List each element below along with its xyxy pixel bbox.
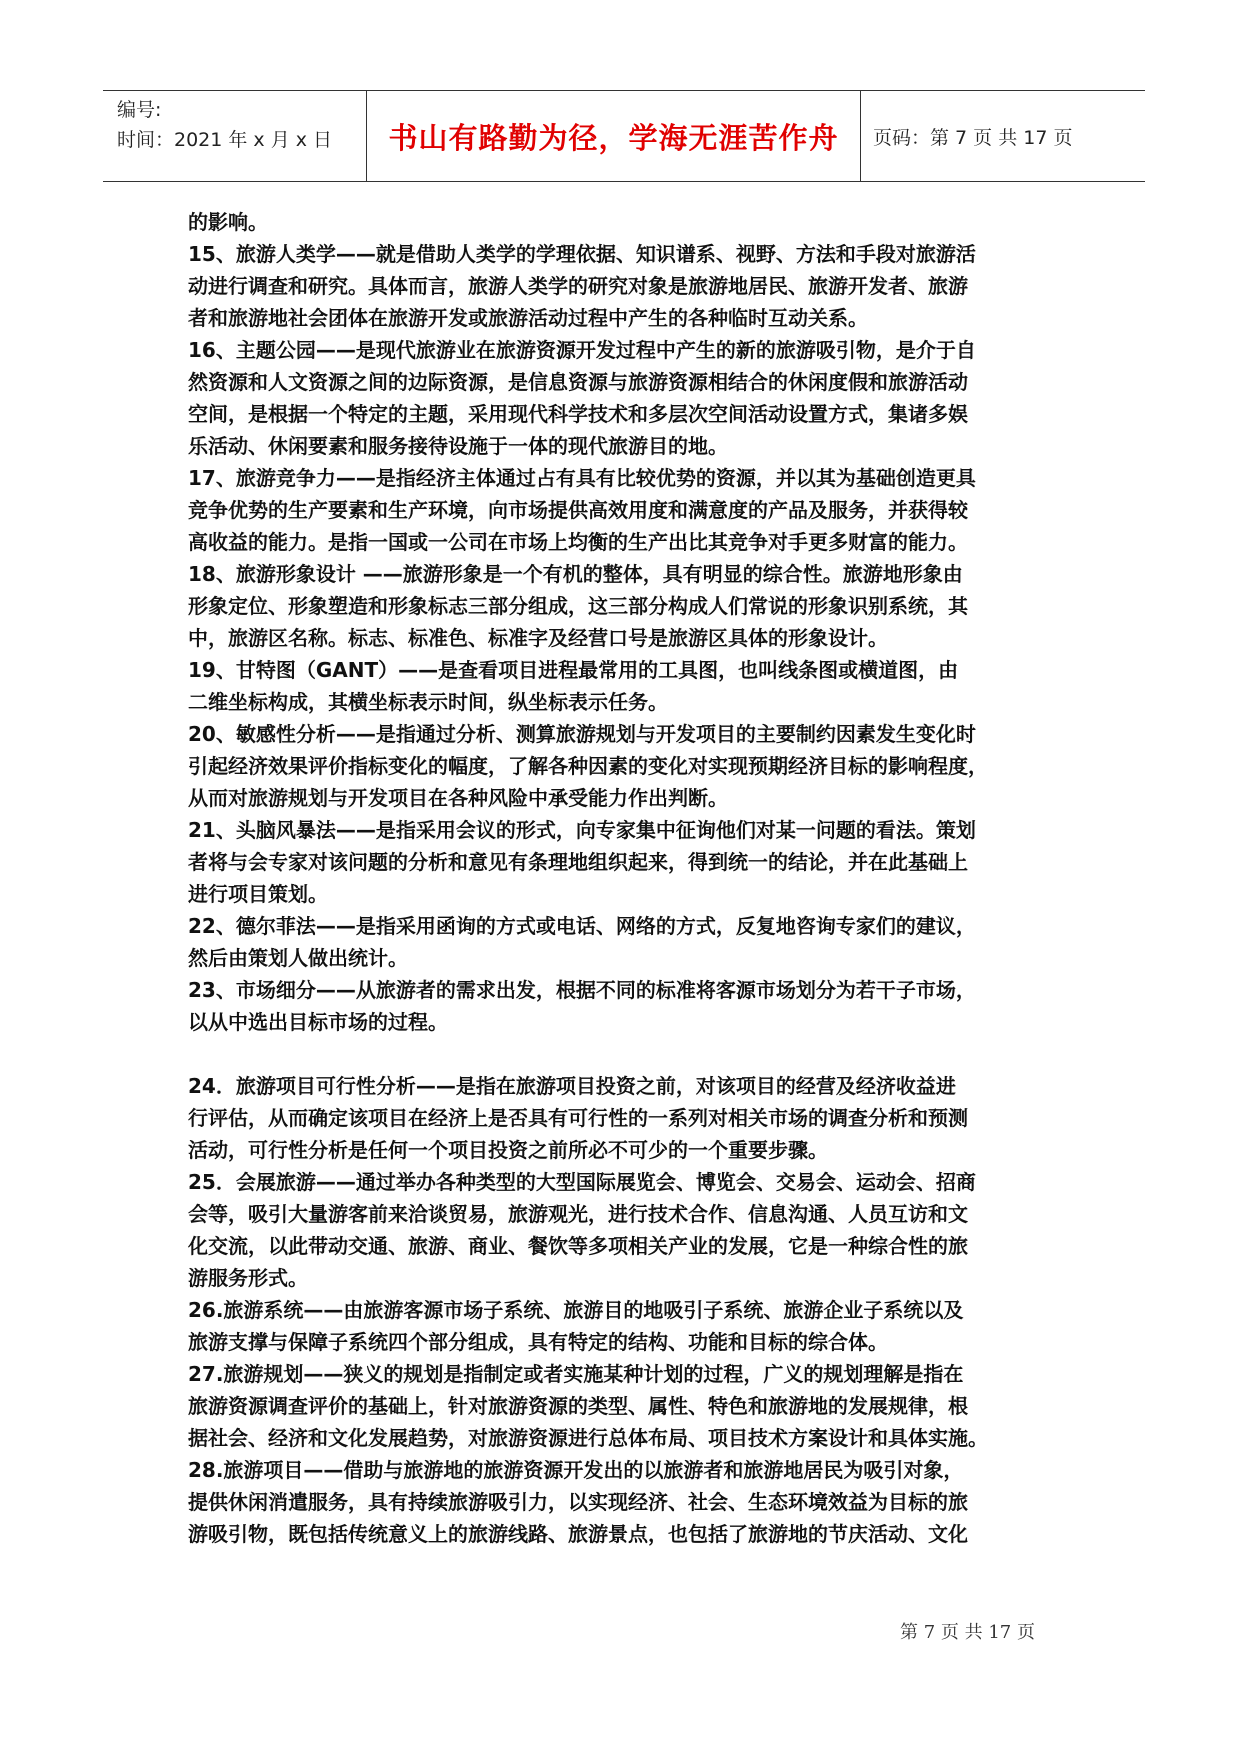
document-number-label: 编号: [117,99,162,121]
body-line: 空间，是根据一个特定的主题，采用现代科学技术和多层次空间活动设置方式，集诸多娱 [188,402,968,426]
body-line: 以从中选出目标市场的过程。 [188,1010,448,1034]
header-meta-cell [103,91,367,181]
body-line: 动进行调查和研究。具体而言，旅游人类学的研究对象是旅游地居民、旅游开发者、旅游 [188,274,968,298]
body-line: 乐活动、休闲要素和服务接待设施于一体的现代旅游目的地。 [188,434,728,458]
body-line: 23、市场细分——从旅游者的需求出发，根据不同的标准将客源市场划分为若干子市场， [188,978,976,1002]
body-line: 者将与会专家对该问题的分析和意见有条理地组织起来，得到统一的结论，并在此基础上 [188,850,968,874]
body-line: 游吸引物，既包括传统意义上的旅游线路、旅游景点，也包括了旅游地的节庆活动、文化 [188,1522,968,1546]
page-header [103,90,1145,182]
body-line: 旅游支撑与保障子系统四个部分组成，具有特定的结构、功能和目标的综合体。 [188,1330,888,1354]
body-line: 高收益的能力。是指一国或一公司在市场上均衡的生产出比其竞争对手更多财富的能力。 [188,530,968,554]
blank-line [188,1038,1068,1070]
document-body [188,206,1068,1550]
body-line: 20、敏感性分析——是指通过分析、测算旅游规划与开发项目的主要制约因素发生变化时 [188,722,976,746]
body-line: 22、德尔菲法——是指采用函询的方式或电话、网络的方式，反复地咨询专家们的建议， [188,914,976,938]
document-time-label: 时间：2021 年 x 月 x 日 [117,129,333,151]
body-line: 旅游资源调查评价的基础上，针对旅游资源的类型、属性、特色和旅游地的发展规律，根 [188,1394,968,1418]
body-line: 27.旅游规划——狭义的规划是指制定或者实施某种计划的过程，广义的规划理解是指在 [188,1362,964,1386]
body-line: 24．旅游项目可行性分析——是指在旅游项目投资之前，对该项目的经营及经济收益进 [188,1074,956,1098]
body-line: 据社会、经济和文化发展趋势，对旅游资源进行总体布局、项目技术方案设计和具体实施。 [188,1426,988,1450]
page-footer: 第 7 页 共 17 页 [900,1622,1035,1643]
body-line: 竞争优势的生产要素和生产环境，向市场提供高效用度和满意度的产品及服务，并获得较 [188,498,968,522]
body-line: 游服务形式。 [188,1266,308,1290]
body-line: 26.旅游系统——由旅游客源市场子系统、旅游目的地吸引子系统、旅游企业子系统以及 [188,1298,964,1322]
body-line: 19、甘特图（GANT）——是查看项目进程最常用的工具图，也叫线条图或横道图，由 [188,658,959,682]
body-line: 会等，吸引大量游客前来洽谈贸易，旅游观光，进行技术合作、信息沟通、人员互访和文 [188,1202,968,1226]
body-line: 18、旅游形象设计 ——旅游形象是一个有机的整体，具有明显的综合性。旅游地形象由 [188,562,963,586]
body-line: 15、旅游人类学——就是借助人类学的学理依据、知识谱系、视野、方法和手段对旅游活 [188,242,976,266]
body-line: 中，旅游区名称。标志、标准色、标准字及经营口号是旅游区具体的形象设计。 [188,626,888,650]
body-line: 16、主题公园——是现代旅游业在旅游资源开发过程中产生的新的旅游吸引物，是介于自 [188,338,976,362]
body-line: 二维坐标构成，其横坐标表示时间，纵坐标表示任务。 [188,690,668,714]
header-page-info: 页码：第 7 页 共 17 页 [873,126,1073,149]
body-line: 形象定位、形象塑造和形象标志三部分组成，这三部分构成人们常说的形象识别系统，其 [188,594,968,618]
body-line: 21、头脑风暴法——是指采用会议的形式，向专家集中征询他们对某一问题的看法。策划 [188,818,976,842]
body-line: 17、旅游竞争力——是指经济主体通过占有具有比较优势的资源，并以其为基础创造更具 [188,466,976,490]
body-line: 引起经济效果评价指标变化的幅度，了解各种因素的变化对实现预期经济目标的影响程度， [188,754,988,778]
body-line: 者和旅游地社会团体在旅游开发或旅游活动过程中产生的各种临时互动关系。 [188,306,868,330]
body-line: 活动，可行性分析是任何一个项目投资之前所必不可少的一个重要步骤。 [188,1138,828,1162]
body-line: 从而对旅游规划与开发项目在各种风险中承受能力作出判断。 [188,786,728,810]
body-line: 然后由策划人做出统计。 [188,946,408,970]
body-line: 的影响。 [188,210,268,234]
body-line: 25．会展旅游——通过举办各种类型的大型国际展览会、博览会、交易会、运动会、招商 [188,1170,976,1194]
header-motto: 书山有路勤为径，学海无涯苦作舟 [367,91,861,181]
body-line: 28.旅游项目——借助与旅游地的旅游资源开发出的以旅游者和旅游地居民为吸引对象， [188,1458,964,1482]
body-line: 化交流，以此带动交通、旅游、商业、餐饮等多项相关产业的发展，它是一种综合性的旅 [188,1234,968,1258]
body-line: 然资源和人文资源之间的边际资源，是信息资源与旅游资源相结合的休闲度假和旅游活动 [188,370,968,394]
body-line: 提供休闲消遣服务，具有持续旅游吸引力，以实现经济、社会、生态环境效益为目标的旅 [188,1490,968,1514]
body-line: 行评估，从而确定该项目在经济上是否具有可行性的一系列对相关市场的调查分析和预测 [188,1106,968,1130]
body-line: 进行项目策划。 [188,882,328,906]
